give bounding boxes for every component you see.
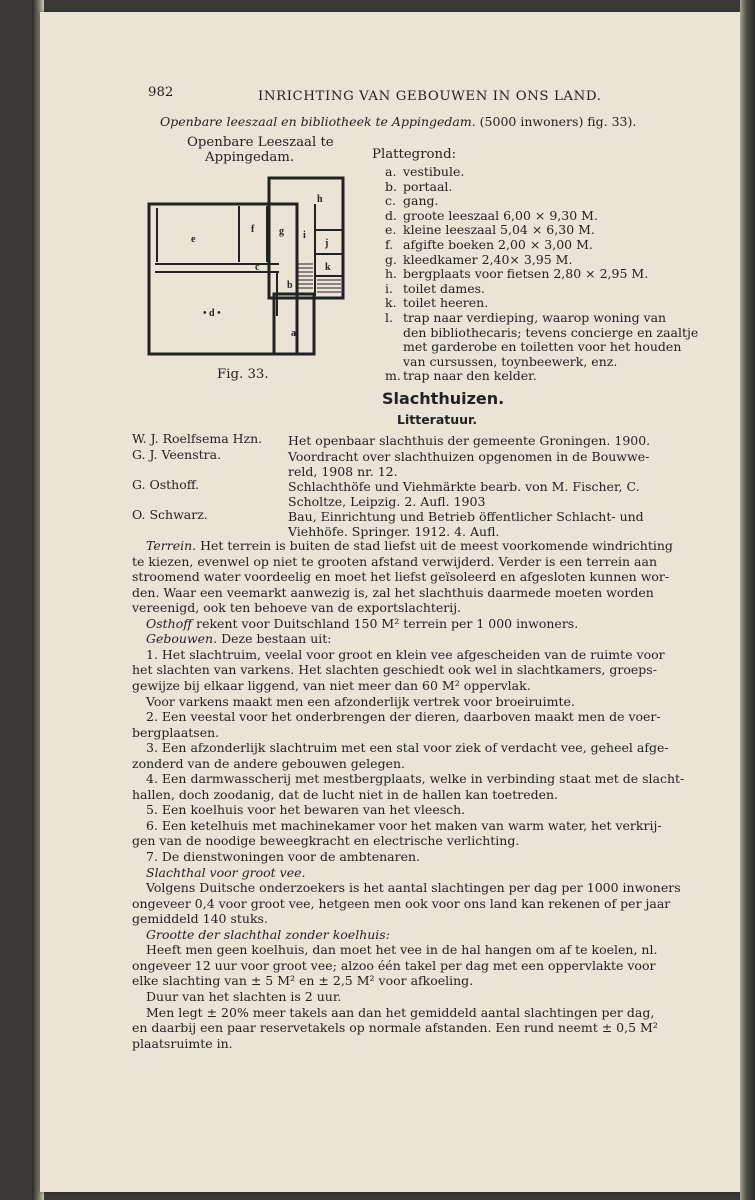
- body-line: [132, 724, 220, 740]
- body-line: [146, 882, 681, 895]
- legend-key: d.: [385, 207, 397, 223]
- plattegrond-heading: Plattegrond:: [372, 147, 457, 162]
- legend-item: afgifte boeken 2,00 × 3,00 M.: [403, 237, 593, 252]
- body-line: [132, 895, 671, 911]
- body-roman: het slachten van varkens. Het slachten geschiedt ook wel in slachtkamers, groeps-: [132, 662, 657, 678]
- body-roman: gewijze bij elkaar liggend, van niet meer dan 60 M² oppervlak.: [132, 677, 531, 693]
- body-roman: Duur van het slachten is 2 uur.: [146, 988, 342, 1004]
- literature-entry: Viehhöfe. Springer. 1912. 4. Aufl.: [288, 523, 500, 539]
- body-roman: ongeveer 0,4 voor groot vee, hetgeen men ook voor ons land kan rekenen of per jaar: [132, 895, 671, 911]
- literature-entry: Schlachthöfe und Viehmärkte bearb. von M. Fischer, C.: [288, 479, 640, 494]
- plan-label-f: f: [251, 224, 255, 235]
- body-line: [146, 773, 684, 786]
- plan-label-b: b: [287, 280, 293, 291]
- body-line: [146, 926, 390, 942]
- literature-author: W. J. Roelfsema Hzn.: [132, 431, 263, 446]
- body-line: [146, 540, 673, 553]
- plan-label-e: e: [191, 234, 196, 245]
- body-roman: rekent voor Duitschland 150 M² terrein per 1 000 inwoners.: [192, 615, 579, 631]
- literature-entry: Scholtze, Leipzig. 2. Aufl. 1903: [288, 493, 486, 509]
- body-line: [132, 677, 531, 693]
- legend-key: f.: [385, 237, 394, 252]
- body-roman: stroomend water voordeelig en moet het liefst geïsoleerd en afgesloten kunnen wor-: [132, 569, 670, 585]
- body-line: [132, 755, 405, 771]
- figure-title-line2: Appingedam.: [205, 150, 295, 165]
- body-italic: Slachthal voor groot vee.: [146, 864, 306, 880]
- body-line: [132, 975, 473, 988]
- body-italic: Terrein.: [146, 538, 197, 553]
- body-roman: Het terrein is buiten de stad liefst uit de meest voorkomende windrichting: [196, 538, 673, 553]
- body-roman: 4. Een darmwasscherij met mestbergplaats, welke in verbinding staat met de slacht-: [146, 771, 685, 787]
- literature-author: G. J. Veenstra.: [132, 447, 222, 462]
- plan-label-d: • d •: [203, 308, 221, 319]
- body-roman: te kiezen, evenwel op niet te grooten afstand verwijderd. Verder is een terrein aan: [132, 553, 658, 569]
- legend-item: trap naar den kelder.: [403, 368, 537, 384]
- body-roman: 2. Een veestal voor het onderbrengen der dieren, daarboven maakt men de voer-: [146, 709, 661, 725]
- legend-item: den bibliothecaris; tevens concierge en zaaltje: [403, 324, 699, 340]
- legend-item: van cursussen, toynbeewerk, enz.: [403, 353, 618, 369]
- body-line: [132, 571, 669, 584]
- body-line: [146, 804, 465, 817]
- body-roman: Deze bestaan uit:: [217, 631, 332, 647]
- body-roman: Heeft men geen koelhuis, dan moet het vee in de hal hangen om af te koelen, nl.: [146, 942, 658, 958]
- legend-key: k.: [385, 295, 397, 311]
- body-roman: 3. Een afzonderlijk slachtruim met een stal voor ziek of verdacht vee, geheel afge-: [146, 740, 669, 756]
- body-italic: Gebouwen.: [146, 631, 218, 647]
- legend-item: groote leeszaal 6,00 × 9,30 M.: [403, 207, 598, 223]
- body-roman: Men legt ± 20% meer takels aan dan het gemiddeld aantal slachtingen per dag,: [146, 1004, 655, 1020]
- body-line: [146, 646, 665, 662]
- body-roman: bergplaatsen.: [132, 724, 220, 740]
- body-roman: 6. Een ketelhuis met machinekamer voor het maken van warm water, het verkrij-: [146, 817, 662, 833]
- body-line: [146, 988, 342, 1004]
- body-italic: Grootte der slachthal zonder koelhuis:: [146, 926, 390, 942]
- legend-item: toilet heeren.: [403, 295, 489, 311]
- legend-key: i.: [385, 280, 393, 296]
- body-line: [146, 864, 306, 880]
- body-roman: Volgens Duitsche onderzoekers is het aantal slachtingen per dag per 1000 inwoners: [146, 880, 681, 896]
- legend-key: e.: [385, 222, 397, 238]
- figure-title-line1: Openbare Leeszaal te: [187, 135, 334, 150]
- body-line: [132, 584, 654, 600]
- legend-key: h.: [385, 266, 398, 282]
- legend-key: c.: [385, 193, 396, 209]
- page-number: 982: [148, 85, 174, 100]
- legend-item: bergplaats voor fietsen 2,80 × 2,95 M.: [403, 266, 649, 282]
- body-roman: 7. De dienstwoningen voor de ambtenaren.: [146, 849, 420, 864]
- literature-entry: reld, 1908 nr. 12.: [288, 463, 398, 479]
- legend-item: portaal.: [403, 178, 453, 194]
- body-roman: elke slachting van ± 5 M² en ± 2,5 M² voor afkoeling.: [132, 973, 474, 989]
- legend-item: gang.: [403, 193, 439, 209]
- page-edge-shadow: [740, 0, 755, 1200]
- legend-key: l.: [385, 310, 393, 325]
- plan-label-h: h: [317, 194, 323, 205]
- body-line: [132, 1022, 658, 1035]
- plan-label-j: j: [325, 238, 329, 249]
- body-line: [132, 664, 657, 677]
- body-roman: gemiddeld 140 stuks.: [132, 911, 268, 927]
- body-line: [132, 1035, 233, 1051]
- legend-key: b.: [385, 178, 397, 194]
- legend-key: g.: [385, 251, 397, 267]
- plan-label-k: k: [325, 262, 331, 273]
- body-roman: ongeveer 12 uur voor groot vee; alzoo één takel per dag met een oppervlakte voor: [132, 957, 656, 973]
- legend-item: kleedkamer 2,40× 3,95 M.: [403, 251, 573, 267]
- body-italic: Osthoff: [146, 615, 193, 631]
- body-line: [146, 742, 669, 755]
- running-title: INRICHTING VAN GEBOUWEN IN ONS LAND.: [258, 89, 602, 104]
- body-line: [132, 553, 658, 569]
- plan-label-g: g: [279, 226, 284, 237]
- plan-label-a: a: [291, 328, 296, 339]
- body-line: [132, 957, 656, 973]
- legend-item: toilet dames.: [403, 280, 486, 296]
- body-line: [146, 851, 420, 864]
- body-roman: hallen, doch zoodanig, dat de lucht niet in de hallen kan toetreden.: [132, 786, 559, 802]
- body-line: [146, 711, 661, 724]
- floor-plan: [147, 176, 347, 358]
- body-line: [146, 615, 579, 631]
- body-roman: plaatsruimte in.: [132, 1035, 233, 1051]
- body-roman: zonderd van de andere gebouwen gelegen.: [132, 755, 405, 771]
- plan-label-i: i: [303, 230, 306, 241]
- body-line: [146, 817, 662, 833]
- body-roman: Voor varkens maakt men een afzonderlijk vertrek voor broeiruimte.: [146, 693, 575, 709]
- body-roman: en daarbij een paar reservetakels op normale afstanden. Een rund neemt ± 0,5 M²: [132, 1020, 658, 1036]
- literature-author: G. Osthoff.: [132, 477, 200, 492]
- body-line: [146, 633, 332, 646]
- legend-item: met garderobe en toiletten voor het houden: [403, 339, 682, 355]
- literature-author: O. Schwarz.: [132, 507, 208, 522]
- legend-item: kleine leeszaal 5,04 × 6,30 M.: [403, 222, 595, 238]
- intro-italic: Openbare leeszaal en bibliotheek te Appingedam.: [160, 114, 476, 129]
- body-roman: gen van de noodige beweegkracht en electrische verlichting.: [132, 833, 520, 849]
- body-roman: vereenigd, ook ten behoeve van de exportslachterij.: [132, 600, 462, 616]
- section-title: Slachthuizen.: [382, 389, 505, 408]
- literature-entry: Bau, Einrichtung und Betrieb öffentlicher Schlacht- und: [288, 509, 644, 524]
- legend-item: vestibule.: [403, 164, 465, 179]
- body-roman: 1. Het slachtruim, veelal voor groot en klein vee afgescheiden van de ruimte voor: [146, 646, 665, 662]
- body-line: [132, 835, 519, 848]
- figure-caption: Fig. 33.: [217, 367, 269, 382]
- body-roman: 5. Een koelhuis voor het bewaren van het vleesch.: [146, 802, 466, 818]
- legend-key: a.: [385, 164, 397, 179]
- plan-label-c: c: [255, 262, 260, 273]
- section-subtitle: Litteratuur.: [397, 412, 478, 427]
- body-roman: den. Waar een veemarkt aanwezig is, zal het slachthuis daarmede moeten worden: [132, 584, 654, 600]
- literature-entry: Het openbaar slachthuis der gemeente Groningen. 1900.: [288, 433, 651, 448]
- body-line: [146, 693, 575, 709]
- body-line: [146, 944, 657, 957]
- legend-item: trap naar verdieping, waarop woning van: [403, 310, 667, 325]
- body-line: [146, 1004, 655, 1020]
- body-line: [132, 913, 268, 926]
- literature-entry: Voordracht over slachthuizen opgenomen in de Bouwwe-: [288, 449, 650, 464]
- legend-key: m.: [385, 368, 401, 384]
- intro-line: [160, 116, 636, 129]
- intro-rest: (5000 inwoners) fig. 33).: [479, 114, 637, 129]
- floor-plan-drawing: [147, 176, 347, 358]
- body-line: [132, 602, 461, 615]
- body-line: [132, 786, 559, 802]
